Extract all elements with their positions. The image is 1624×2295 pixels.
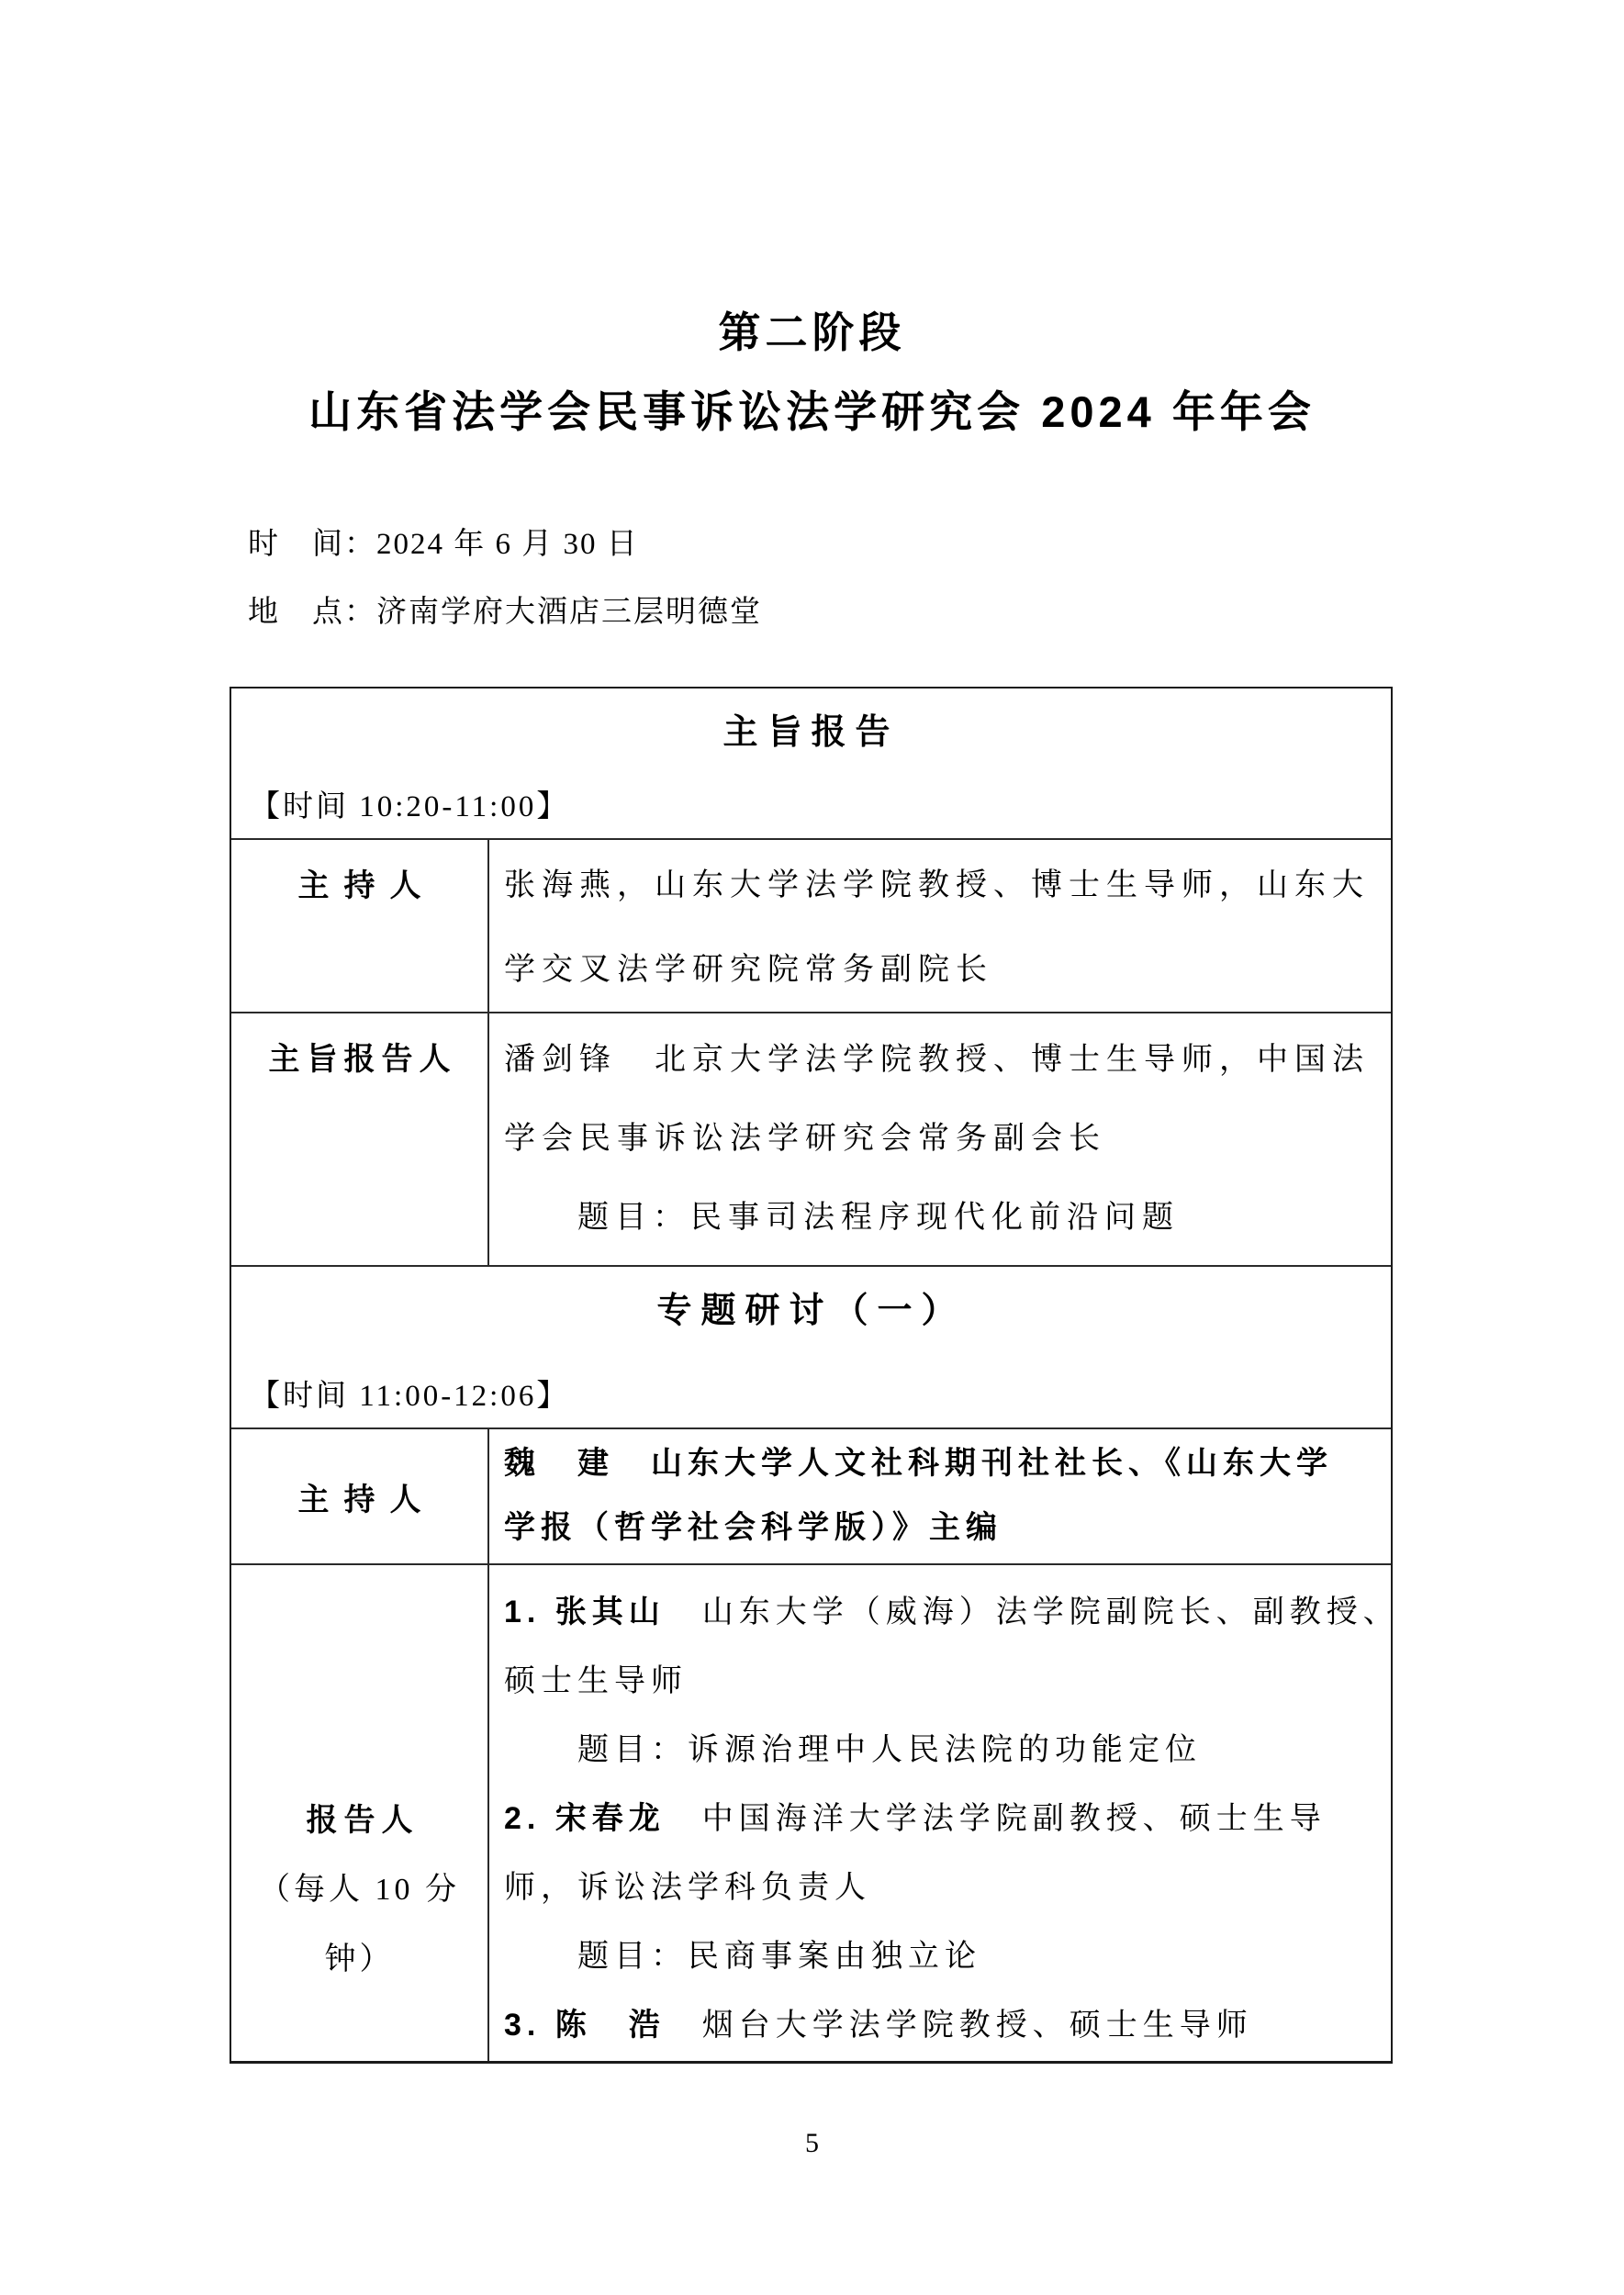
speaker-line bbox=[504, 1578, 1400, 1647]
host-line: 学交叉法学研究院常务副院长 bbox=[504, 953, 993, 987]
meta-venue-line: 地 点：济南学府大酒店三层明德堂 bbox=[248, 596, 762, 629]
speaker-name: 1. 张其山 bbox=[504, 1595, 666, 1629]
meta-time-line: 时 间：2024 年 6 月 30 日 bbox=[248, 528, 639, 561]
speaker-topic-line bbox=[504, 1922, 1400, 1991]
keynote-label: 主旨报告人 bbox=[268, 1042, 457, 1077]
host2-line: 魏 建 山东大学人文社科期刊社社长、《山东大学 bbox=[504, 1446, 1333, 1481]
keynote-label-cell bbox=[231, 1013, 489, 1265]
section1-title: 主旨报告 bbox=[722, 713, 900, 752]
speaker-desc: 硕士生导师 bbox=[504, 1664, 688, 1698]
speaker-topic: 题目：民商事案由独立论 bbox=[577, 1940, 981, 1974]
meta-block bbox=[248, 510, 762, 646]
speaker-line bbox=[504, 1647, 1400, 1716]
host-label-cell bbox=[231, 840, 489, 1012]
speakers-content-cell bbox=[489, 1565, 1407, 2061]
speakers-note-line: 钟） bbox=[324, 1942, 395, 1976]
section1-header-row bbox=[231, 688, 1391, 840]
section1-keynote-row bbox=[231, 1013, 1391, 1267]
speaker-desc: 山东大学（威海）法学院副院长、副教授、 bbox=[665, 1595, 1400, 1629]
speaker-desc: 中国海洋大学法学院副教授、硕士生导 bbox=[665, 1802, 1327, 1836]
speaker-name: 2. 宋春龙 bbox=[504, 1801, 666, 1836]
section2-title: 专题研讨（一） bbox=[656, 1292, 966, 1330]
section2-time: 【时间 11:00-12:06】 bbox=[250, 1380, 570, 1413]
conference-title: 山东省法学会民事诉讼法学研究会 2024 年年会 bbox=[308, 387, 1316, 436]
speaker-line bbox=[504, 1991, 1400, 2060]
section1-time: 【时间 10:20-11:00】 bbox=[250, 790, 570, 823]
speaker-line bbox=[504, 1853, 1400, 1922]
speakers-label-cell bbox=[231, 1565, 489, 2061]
section2-speakers-row bbox=[231, 1565, 1400, 2061]
host2-label: 主持人 bbox=[297, 1482, 436, 1517]
speakers-label: 报告人 bbox=[306, 1803, 420, 1838]
speaker-topic: 题目：诉源治理中人民法院的功能定位 bbox=[577, 1733, 1202, 1767]
speaker-topic-line bbox=[504, 1716, 1400, 1785]
speaker-desc: 师，诉讼法学科负责人 bbox=[504, 1871, 871, 1905]
section2-header-row bbox=[231, 1267, 1391, 1429]
stage-title: 第二阶段 bbox=[718, 308, 906, 356]
host2-content-cell bbox=[489, 1429, 1391, 1563]
keynote-line: 潘剑锋 北京大学法学院教授、博士生导师，中国法 bbox=[504, 1043, 1370, 1077]
keynote-line: 学会民事诉讼法学研究会常务副会长 bbox=[504, 1122, 1106, 1156]
page-number: 5 bbox=[805, 2128, 819, 2158]
speaker-desc: 烟台大学法学院教授、硕士生导师 bbox=[665, 2009, 1253, 2043]
agenda-table bbox=[230, 687, 1400, 2064]
speaker-line bbox=[504, 1785, 1400, 1853]
section2-host-row bbox=[231, 1429, 1391, 1565]
host-line: 张海燕，山东大学法学院教授、博士生导师，山东大 bbox=[504, 868, 1370, 902]
host-content-cell bbox=[489, 840, 1391, 1012]
host2-line: 学报（哲学社会科学版）》主编 bbox=[504, 1510, 1002, 1545]
keynote-content-cell bbox=[489, 1013, 1391, 1265]
host2-label-cell bbox=[231, 1429, 489, 1563]
keynote-topic-line: 题目：民事司法程序现代化前沿问题 bbox=[577, 1201, 1180, 1235]
speakers-note-line: （每人 10 分 bbox=[259, 1873, 460, 1907]
speaker-name: 3. 陈 浩 bbox=[504, 2008, 666, 2043]
host-label: 主持人 bbox=[297, 868, 436, 903]
section1-host-row bbox=[231, 840, 1391, 1013]
